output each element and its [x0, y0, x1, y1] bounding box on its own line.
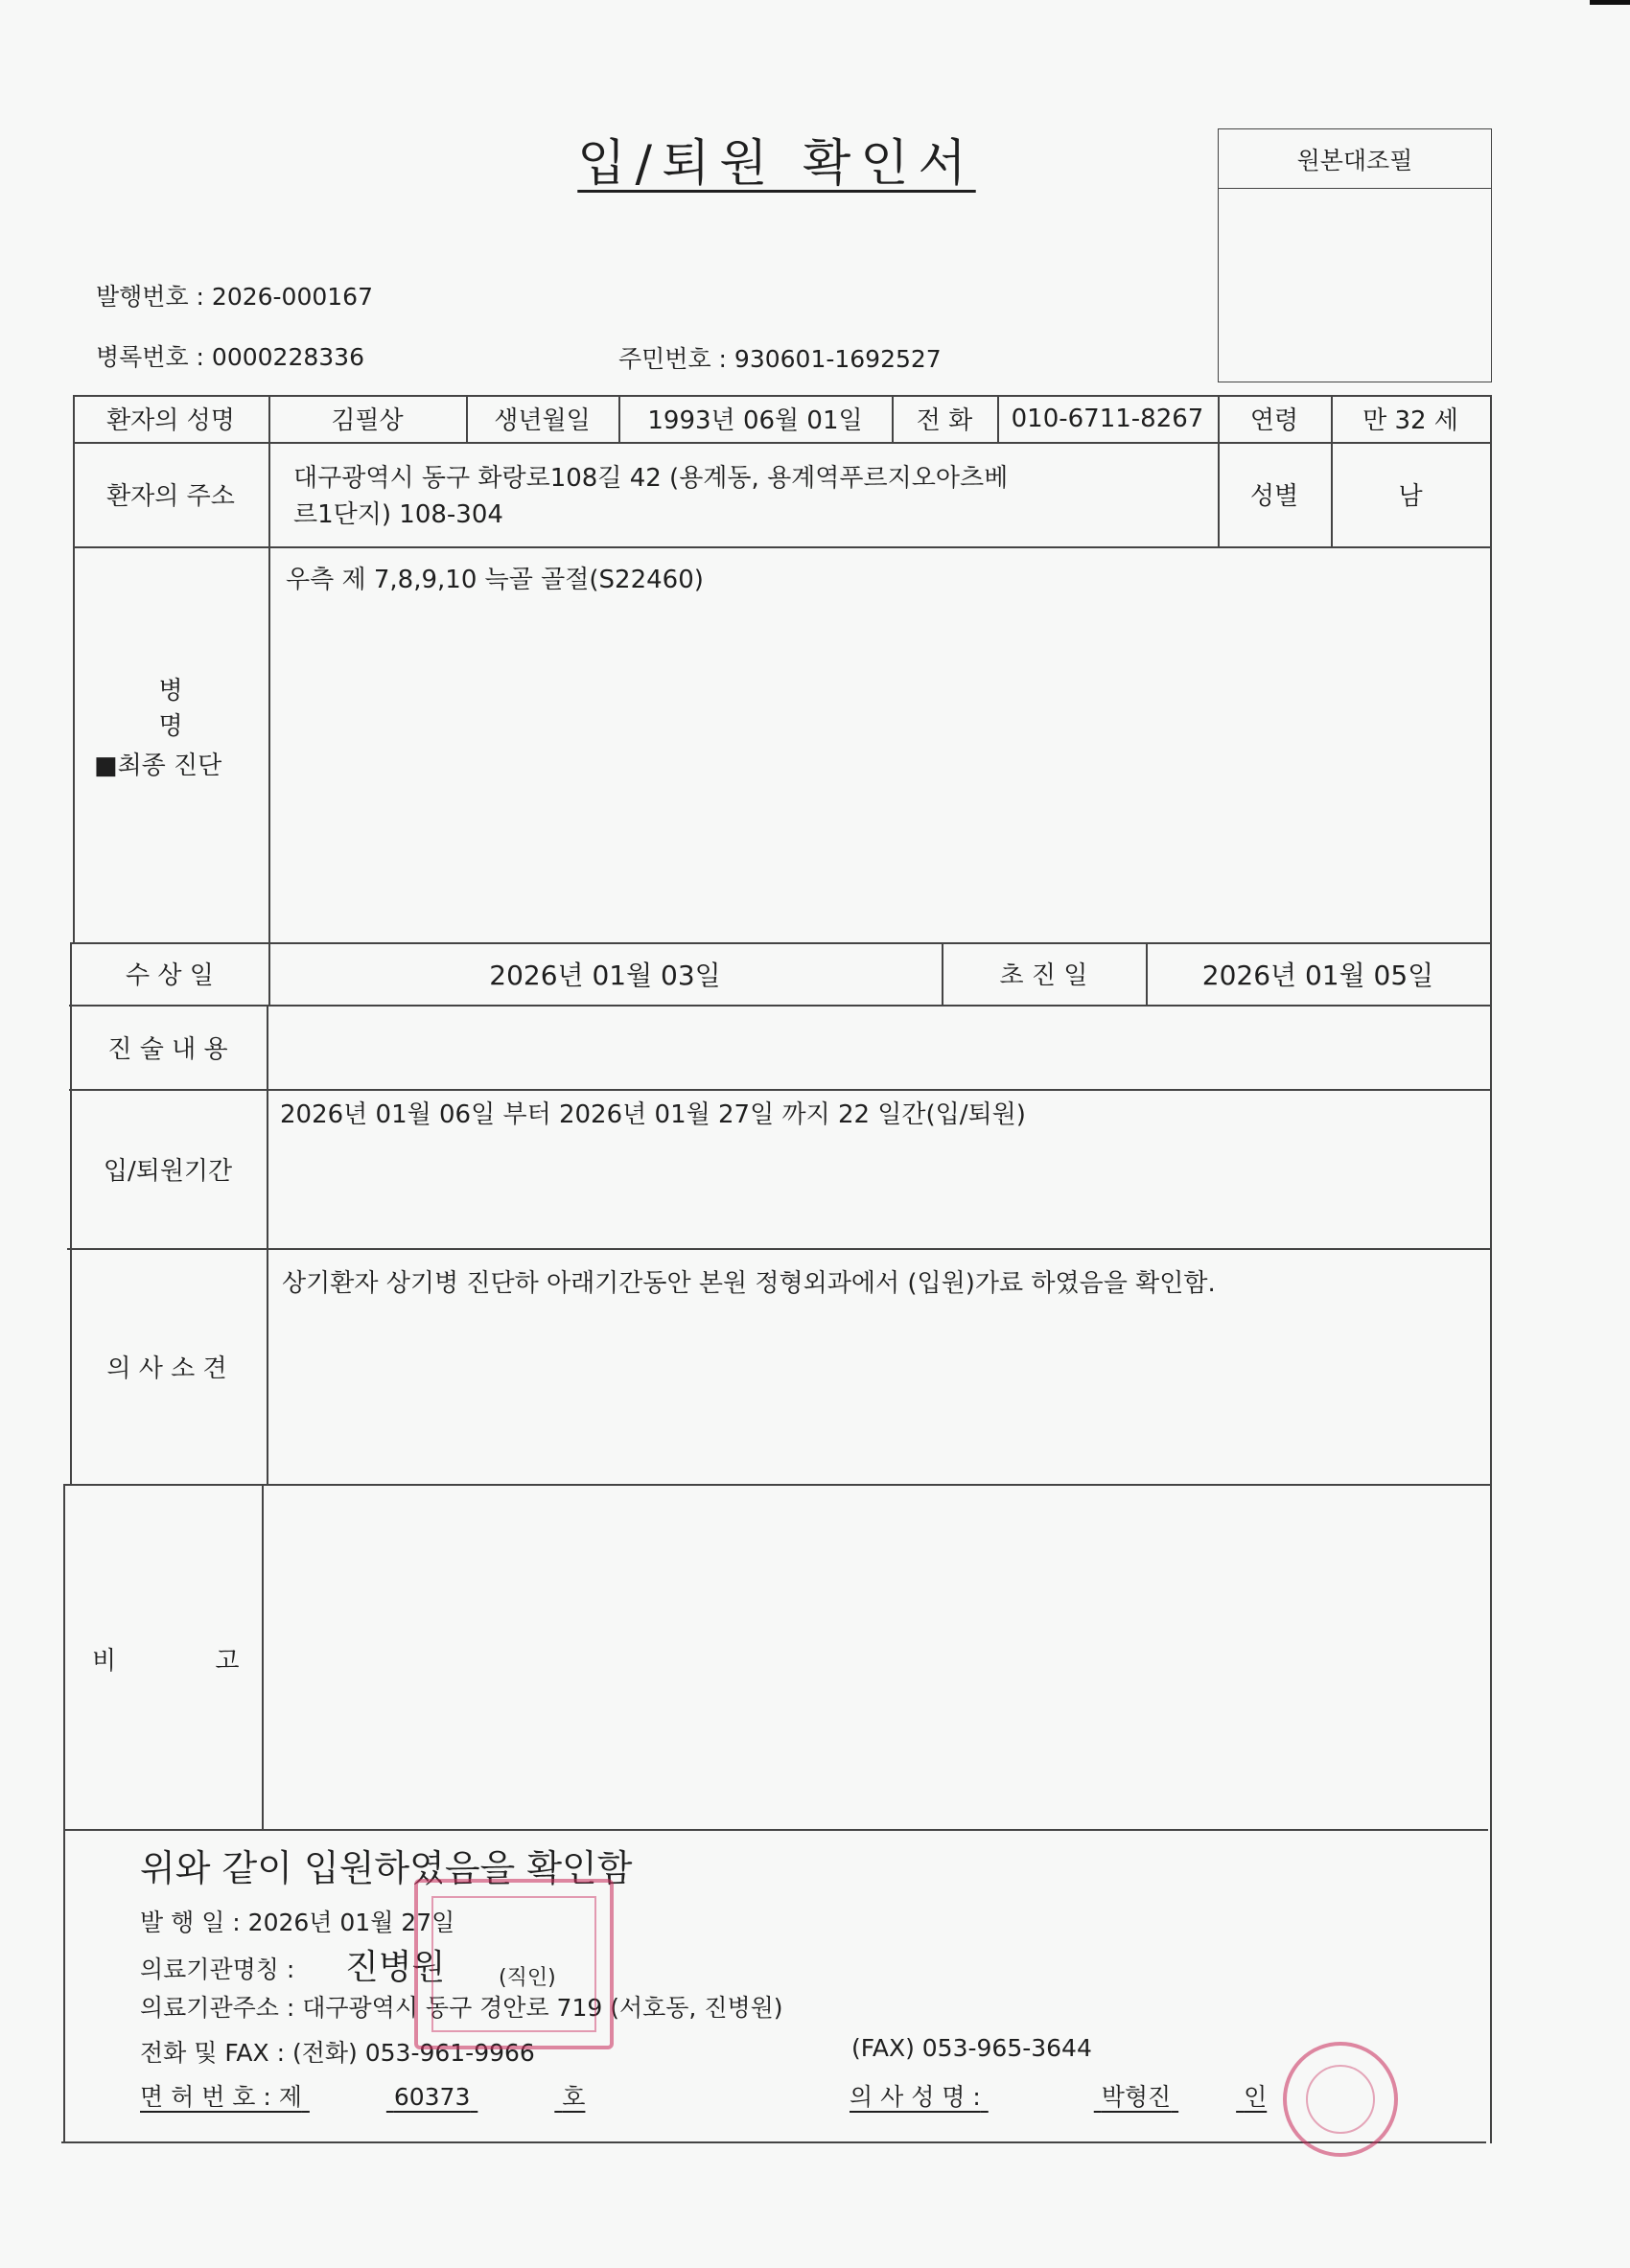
patient-address: [293, 460, 1008, 533]
birth-date: 1993년 06월 01일: [647, 406, 863, 435]
hospital-phone: 전화 및 FAX : (전화) 053-961-9966: [140, 2039, 535, 2067]
period-text: 2026년 01월 06일 부터 2026년 01월 27일 까지 22 일간(입/퇴원): [280, 1100, 1026, 1129]
original-check-label: 원본대조필: [1219, 129, 1491, 189]
opinion-label: 의 사 소 견: [106, 1354, 227, 1383]
phone-number: 010-6711-8267: [1011, 404, 1204, 433]
doctor-name-row: [850, 2078, 1267, 2113]
license-label: 면 허 번 호 : 제: [140, 2083, 302, 2111]
phone-label: 전 화: [916, 406, 973, 435]
seal-note: (직인): [499, 1966, 556, 1990]
document-title: 입/퇴원 확인서: [577, 135, 976, 193]
remarks-label: [92, 1641, 245, 1677]
doctor-seal-note: 인: [1244, 2083, 1268, 2111]
issue-date: 발 행 일 : 2026년 01월 27일: [140, 1909, 455, 1936]
first-visit-label: 초 진 일: [999, 961, 1088, 990]
patient-name: 김필상: [331, 406, 404, 435]
resident-number: 주민번호 : 930601-1692527: [618, 345, 942, 373]
hospital-seal-stamp: [414, 1879, 614, 2049]
original-check-box: [1218, 128, 1492, 382]
first-visit-date: 2026년 01월 05일: [1201, 959, 1434, 991]
doctor-name: 박형진: [1101, 2083, 1172, 2111]
scan-edge-mark: [1590, 0, 1630, 5]
license-number: [140, 2078, 600, 2113]
address-line-1: 대구광역시 동구 화랑로108길 42 (용계동, 용계역푸르지오아츠베: [293, 464, 1009, 493]
diagnosis-label: 병 명: [158, 677, 220, 741]
sex-value: 남: [1398, 482, 1423, 511]
sex-label: 성별: [1249, 482, 1299, 511]
confirmation-statement: 위와 같이 입원하였음을 확인함: [140, 1847, 633, 1889]
hospital-name: 진병원: [345, 1948, 446, 1987]
diagnosis-text: 우측 제 7,8,9,10 늑골 골절(S22460): [286, 566, 704, 594]
license-suffix: 호: [562, 2083, 586, 2111]
age-label: 연령: [1249, 406, 1299, 435]
patient-name-label: 환자의 성명: [106, 406, 235, 435]
final-diagnosis-label: ■최종 진단: [94, 752, 222, 780]
doctor-label: 의 사 성 명 :: [850, 2083, 981, 2111]
remarks-label-text: 비 고: [92, 1647, 240, 1676]
statement-label: 진 술 내 용: [107, 1034, 228, 1064]
birth-label: 생년월일: [494, 406, 591, 435]
doctor-seal-stamp: [1283, 2042, 1398, 2157]
injury-date: 2026년 01월 03일: [489, 959, 721, 991]
age-value: 만 32 세: [1362, 406, 1458, 435]
injury-date-label: 수 상 일: [126, 961, 214, 990]
opinion-text: 상기환자 상기병 진단하 아래기간동안 본원 정형외과에서 (입원)가료 하였음을 확인함.: [282, 1269, 1216, 1298]
address-label: 환자의 주소: [106, 482, 235, 511]
address-line-2: 르1단지) 108-304: [293, 500, 503, 529]
license-value: 60373: [393, 2083, 471, 2111]
issue-number: 발행번호 : 2026-000167: [96, 283, 373, 311]
record-number: 병록번호 : 0000228336: [96, 343, 364, 371]
period-label: 입/퇴원기간: [103, 1156, 233, 1186]
hospital-address: 의료기관주소 : 대구광역시 동구 경안로 719 (서호동, 진병원): [140, 1994, 783, 2022]
hospital-fax: (FAX) 053-965-3644: [851, 2034, 1092, 2062]
hospital-name-label: 의료기관명칭 :: [140, 1956, 295, 1983]
